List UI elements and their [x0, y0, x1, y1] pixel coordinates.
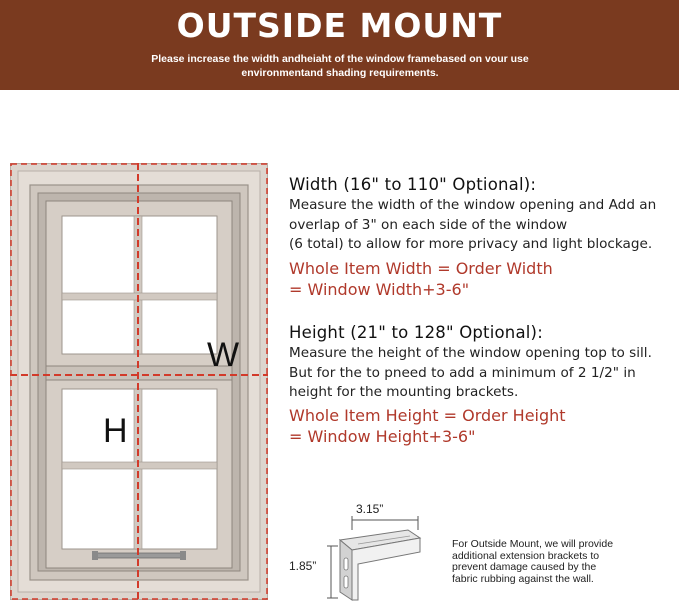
page-title: OUTSIDE MOUNT: [176, 6, 503, 45]
bracket-height-label: 1.85”: [289, 559, 317, 573]
bracket-note-line-4: fabric rubbing against the wall.: [452, 572, 594, 585]
bracket-note-line-1: For Outside Mount, we will provide: [452, 538, 614, 550]
window-illustration: [10, 163, 268, 600]
height-body-line-2: But for the to pneed to add a minimum of 2 1/2" in: [289, 364, 636, 381]
height-body-line-3: height for the mounting brackets.: [289, 384, 519, 400]
bracket-note: [452, 539, 642, 585]
height-label: H: [103, 412, 128, 450]
width-formula-line-2: = Window Width+3-6": [289, 279, 470, 299]
width-section: [289, 174, 677, 300]
width-body-line-3: (6 total) to allow for more privacy and light blockage.: [289, 236, 653, 252]
lower-muntin-horizontal: [62, 462, 217, 469]
upper-muntin-horizontal: [62, 293, 217, 300]
window-handle-mount-left: [92, 551, 98, 560]
width-body-line-1: Measure the width of the window opening and Add an: [289, 197, 657, 213]
bracket-note-line-2: additional extension brackets to: [452, 549, 600, 562]
header-subtitle-line-2: environmentand shading requirements.: [241, 67, 439, 79]
height-heading: Height (21" to 128" Optional):: [289, 323, 543, 342]
width-heading: Width (16" to 110" Optional):: [289, 175, 537, 194]
height-formula-line-1: Whole Item Height = Order Height: [289, 405, 566, 425]
bracket-slot-lower: [344, 576, 348, 588]
width-formula: [289, 258, 677, 300]
header-subtitle: [120, 52, 560, 80]
bracket-note-line-3: prevent damage caused by the: [452, 561, 597, 573]
bracket-slot-upper: [344, 558, 348, 570]
window-handle-mount-right: [180, 551, 186, 560]
header-banner: [0, 0, 679, 90]
height-formula: [289, 405, 677, 447]
height-formula-line-2: = Window Height+3-6": [289, 426, 476, 446]
height-section: [289, 322, 677, 447]
width-body-line-2: overlap of 3" on each side of the window: [289, 216, 568, 233]
bracket-width-label: 3.15”: [356, 502, 384, 516]
bracket-illustration: [286, 494, 446, 604]
height-body-line-1: Measure the height of the window opening top to sill.: [289, 345, 652, 361]
width-label: W: [207, 336, 240, 374]
header-subtitle-line-1: Please increase the width andheiaht of the window framebased on vour use: [151, 53, 529, 65]
width-formula-line-1: Whole Item Width = Order Width: [289, 258, 553, 278]
